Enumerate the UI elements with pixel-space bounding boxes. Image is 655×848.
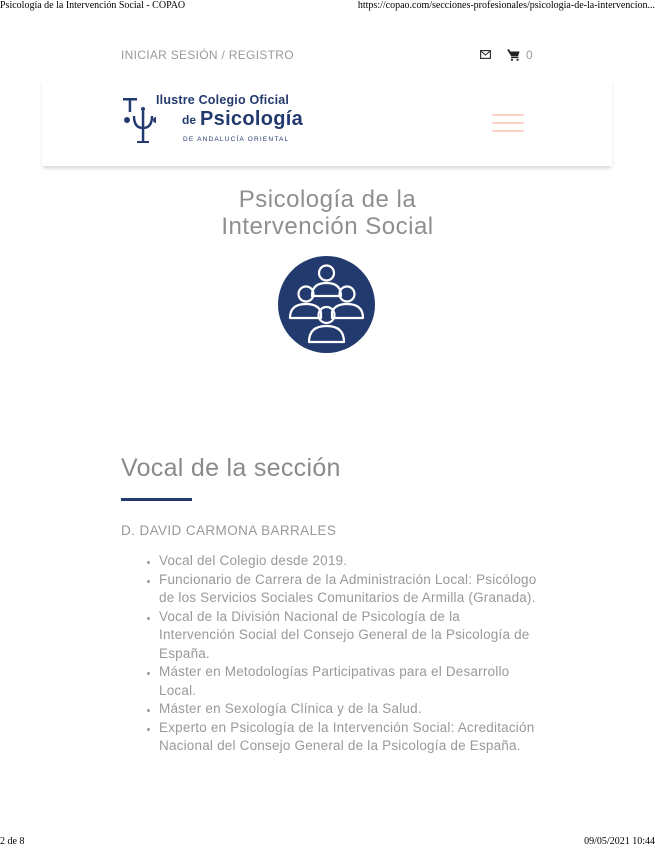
list-item: • Máster en Sexología Clínica y de la Salud. (159, 700, 539, 719)
logo-text-line1: Ilustre Colegio Oficial (156, 93, 290, 107)
print-footer (0, 834, 655, 848)
envelope-icon[interactable] (480, 50, 491, 59)
shopping-cart-icon[interactable] (507, 49, 520, 61)
list-item: • Vocal de la División Nacional de Psicología de la Intervención Social del Consejo General de la Psicología de España. (159, 608, 539, 664)
hamburger-menu-icon[interactable] (492, 114, 524, 136)
print-doc-title: Psicología de la Intervención Social - COPAO (0, 0, 186, 11)
print-header (0, 0, 655, 14)
list-item: • Vocal del Colegio desde 2019. (159, 552, 539, 571)
section-heading: Vocal de la sección (121, 454, 341, 482)
site-header (42, 80, 612, 166)
print-datetime: 09/05/2021 10:44 (584, 836, 655, 847)
logo-text-de: de (182, 113, 197, 127)
print-page-number: 2 de 8 (0, 836, 25, 847)
print-url: https://copao.com/secciones-profesionales/psicologia-de-la-intervencion... (357, 0, 655, 11)
page-title (0, 186, 655, 240)
person-name: D. DAVID CARMONA BARRALES (121, 523, 337, 538)
logo-text-subtitle: DE ANDALUCÍA ORIENTAL (183, 136, 290, 143)
page-title-line1: Psicología de la (238, 186, 417, 213)
list-item: • Funcionario de Carrera de la Administración Local: Psicólogo de los Servicios Sociales Comunitarios de Armilla (Granada). (159, 571, 539, 608)
heading-underline (121, 498, 192, 501)
cart-count: 0 (526, 48, 533, 62)
logo-text-psicologia: Psicología (200, 108, 304, 130)
group-people-icon (278, 256, 375, 353)
bio-list (145, 552, 539, 756)
psi-emblem-icon (122, 94, 156, 144)
page-title-line2: Intervención Social (221, 213, 434, 240)
login-register-link[interactable]: INICIAR SESIÓN / REGISTRO (121, 48, 294, 62)
list-item: • Experto en Psicología de la Intervención Social: Acreditación Nacional del Consejo General de la Psicología de España. (159, 719, 539, 756)
list-item: • Máster en Metodologías Participativas para el Desarrollo Local. (159, 663, 539, 700)
top-utility-bar (121, 48, 536, 64)
copao-logo[interactable] (122, 92, 312, 148)
